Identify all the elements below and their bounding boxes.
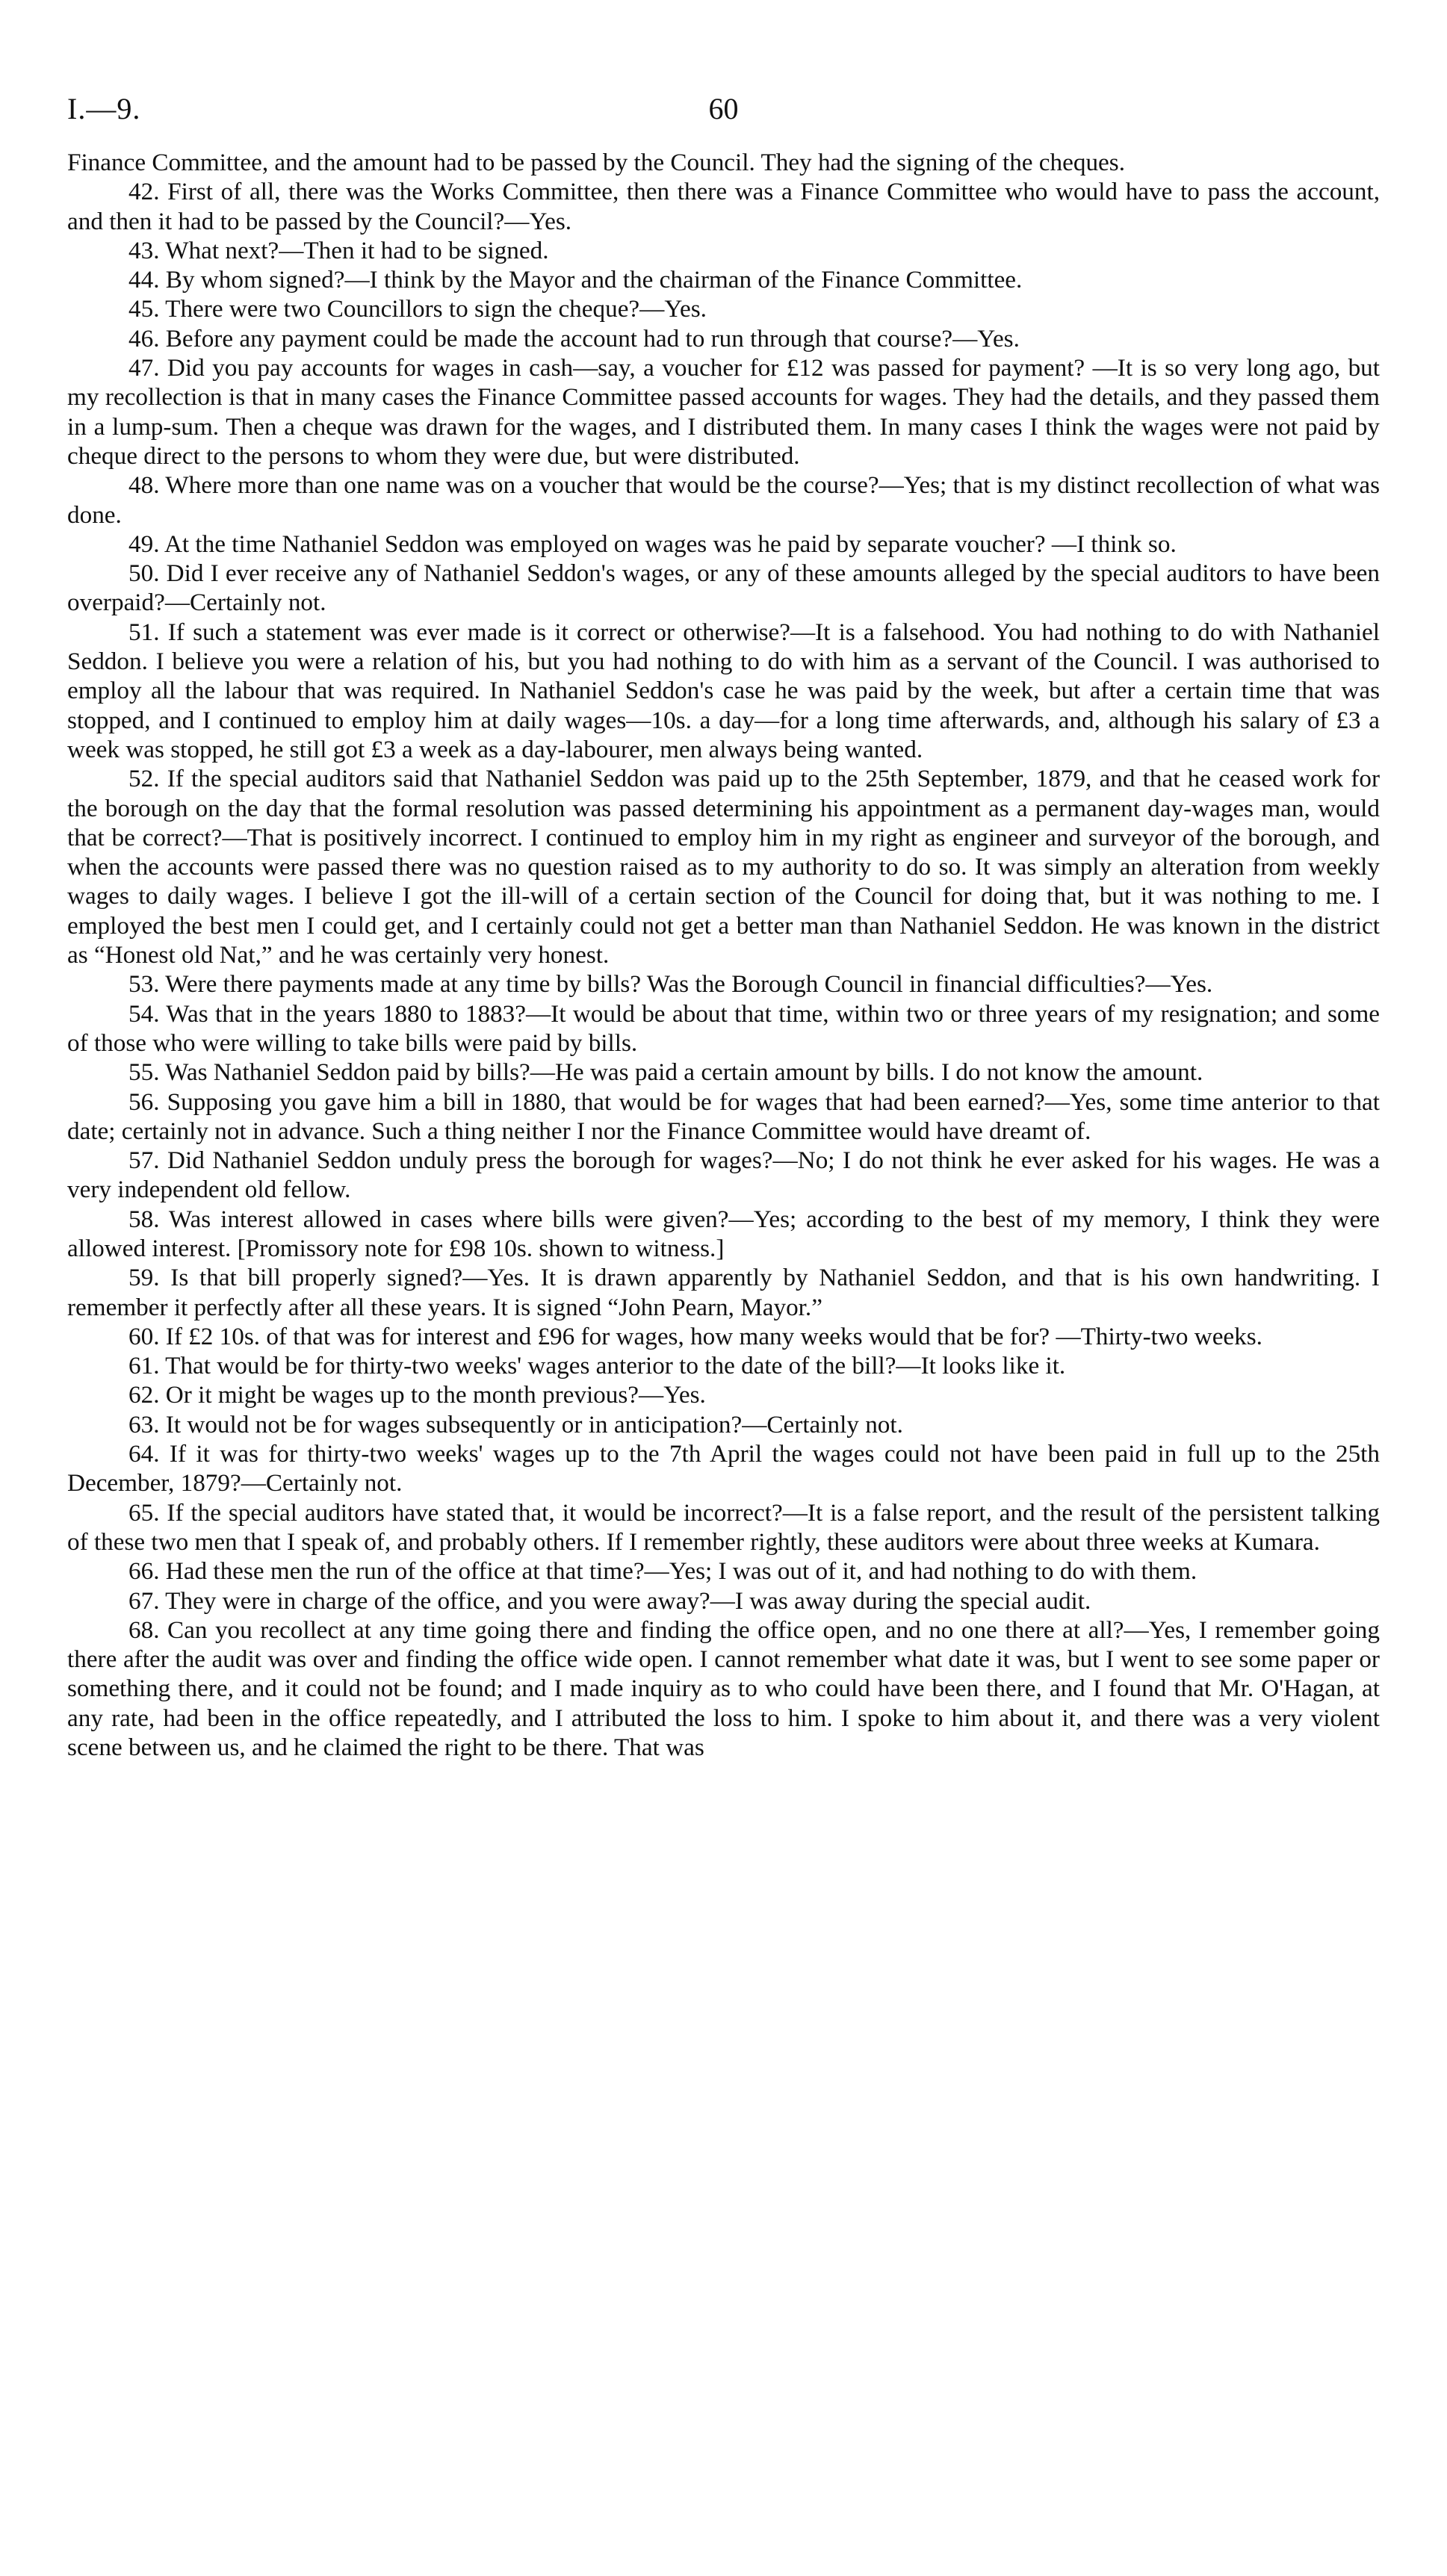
question-63: 63. It would not be for wages subsequently or in anticipation?—Certainly not. <box>128 1410 903 1438</box>
question-54: 54. Was that in the years 1880 to 1883?—It would be about that time, within two or three years of my resignation; and some of those who were willing to take bills were paid by bills. <box>67 999 1380 1057</box>
document-reference: I.—9. <box>67 92 141 125</box>
question-62: 62. Or it might be wages up to the month previous?—Yes. <box>128 1381 706 1409</box>
question-59: 59. Is that bill properly signed?—Yes. It is drawn apparently by Nathaniel Seddon, and that is his own handwriting. I remember it perfectly after all these years. It is signed “John Pearn, Mayor.” <box>67 1264 1380 1321</box>
question-48: 48. Where more than one name was on a voucher that would be the course?—Yes; that is my distinct recollection of what was done. <box>67 471 1380 529</box>
question-64: 64. If it was for thirty-two weeks' wages up to the 7th April the wages could not have been paid in full up to the 25th December, 1879?—Certainly not. <box>67 1440 1380 1498</box>
question-49: 49. At the time Nathaniel Seddon was employed on wages was he paid by separate voucher? —I think so. <box>128 530 1177 558</box>
page-number: 60 <box>708 92 739 125</box>
question-68: 68. Can you recollect at any time going there and finding the office open, and no one there at all?—Yes, I remember going there after the audit was over and finding the office wide open. I cannot remember what date it was, but I went to see some paper or something there, and it could not be found; and I made inquiry as to who could have been there, and I found that Mr. O'Hagan, at any rate, had been in the office repeatedly, and I attributed the loss to him. I spoke to him about it, and there was a very violent scene between us, and he claimed the right to be there. That was <box>67 1616 1380 1762</box>
question-43: 43. What next?—Then it had to be signed. <box>128 236 549 264</box>
question-45: 45. There were two Councillors to sign the cheque?—Yes. <box>128 295 707 323</box>
question-53: 53. Were there payments made at any time by bills? Was the Borough Council in financial difficulties?—Yes. <box>128 970 1213 999</box>
question-50: 50. Did I ever receive any of Nathaniel Seddon's wages, or any of these amounts alleged by the special auditors to have been overpaid?—Certainly not. <box>67 559 1380 617</box>
question-67: 67. They were in charge of the office, and you were away?—I was away during the special audit. <box>128 1586 1091 1615</box>
question-61: 61. That would be for thirty-two weeks' wages anterior to the date of the bill?—It looks like it. <box>128 1352 1066 1380</box>
question-44: 44. By whom signed?—I think by the Mayor and the chairman of the Finance Committee. <box>128 266 1023 294</box>
continued-paragraph: Finance Committee, and the amount had to be passed by the Council. They had the signing of the cheques. <box>67 149 1125 176</box>
question-52: 52. If the special auditors said that Nathaniel Seddon was paid up to the 25th September, 1879, and that he ceased work for the borough on the day that the formal resolution was passed determining his appointment as a permanent day-wages man, would that be correct?—That is positively incorrect. I continued to employ him in my right as engineer and surveyor of the borough, and when the accounts were passed there was no question raised as to my authority to do so. It was simply an alteration from weekly wages to daily wages. I believe I got the ill-will of a certain section of the Council for doing that, but it was nothing to me. I employed the best men I could get, and I certainly could not get a better man than Nathaniel Seddon. He was known in the district as “Honest old Nat,” and he was certainly very honest. <box>67 765 1380 969</box>
question-47: 47. Did you pay accounts for wages in cash—say, a voucher for £12 was passed for payment? —It is so very long ago, but my recollection is that in many cases the Finance Committee passed accounts for wages. They had the details, and they passed them in a lump-sum. Then a cheque was drawn for the wages, and I distributed them. In many cases I think the wages were not paid by cheque direct to the persons to whom they were due, but were distributed. <box>67 354 1380 470</box>
question-56: 56. Supposing you gave him a bill in 1880, that would be for wages that had been earned?—Yes, some time anterior to that date; certainly not in advance. Such a thing neither I nor the Finance Committee would have dreamt of. <box>67 1087 1380 1145</box>
question-57: 57. Did Nathaniel Seddon unduly press the borough for wages?—No; I do not think he ever asked for his wages. He was a very independent old fellow. <box>67 1146 1380 1204</box>
question-65: 65. If the special auditors have stated that, it would be incorrect?—It is a false report, and the result of the persistent talking of these two men that I speak of, and probably others. If I remember rightly, these auditors were about three weeks at Kumara. <box>67 1498 1380 1556</box>
question-55: 55. Was Nathaniel Seddon paid by bills?—He was paid a certain amount by bills. I do not know the amount. <box>128 1058 1203 1087</box>
question-60: 60. If £2 10s. of that was for interest and £96 for wages, how many weeks would that be for? —Thirty-two weeks. <box>128 1322 1262 1350</box>
question-46: 46. Before any payment could be made the account had to run through that course?—Yes. <box>128 324 1020 353</box>
page-header <box>67 91 1380 148</box>
question-42: 42. First of all, there was the Works Committee, then there was a Finance Committee who would have to pass the account, and then it had to be passed by the Council?—Yes. <box>67 178 1380 235</box>
question-58: 58. Was interest allowed in cases where bills were given?—Yes; according to the best of my memory, I think they were allowed interest. [Promissory note for £98 10s. shown to witness.] <box>67 1205 1380 1262</box>
question-66: 66. Had these men the run of the office at that time?—Yes; I was out of it, and had nothing to do with them. <box>128 1557 1197 1586</box>
page-body <box>67 148 1380 1762</box>
question-51: 51. If such a statement was ever made is it correct or otherwise?—It is a falsehood. You had nothing to do with Nathaniel Seddon. I believe you were a relation of his, but you had nothing to do with him as a servant of the Council. I was authorised to employ all the labour that was required. In Nathaniel Seddon's case he was paid by the week, but after a certain time that was stopped, and I continued to employ him at daily wages—10s. a day—for a long time afterwards, and, although his salary of £3 a week was stopped, he still got £3 a week as a day-labourer, men always being wanted. <box>67 618 1380 763</box>
